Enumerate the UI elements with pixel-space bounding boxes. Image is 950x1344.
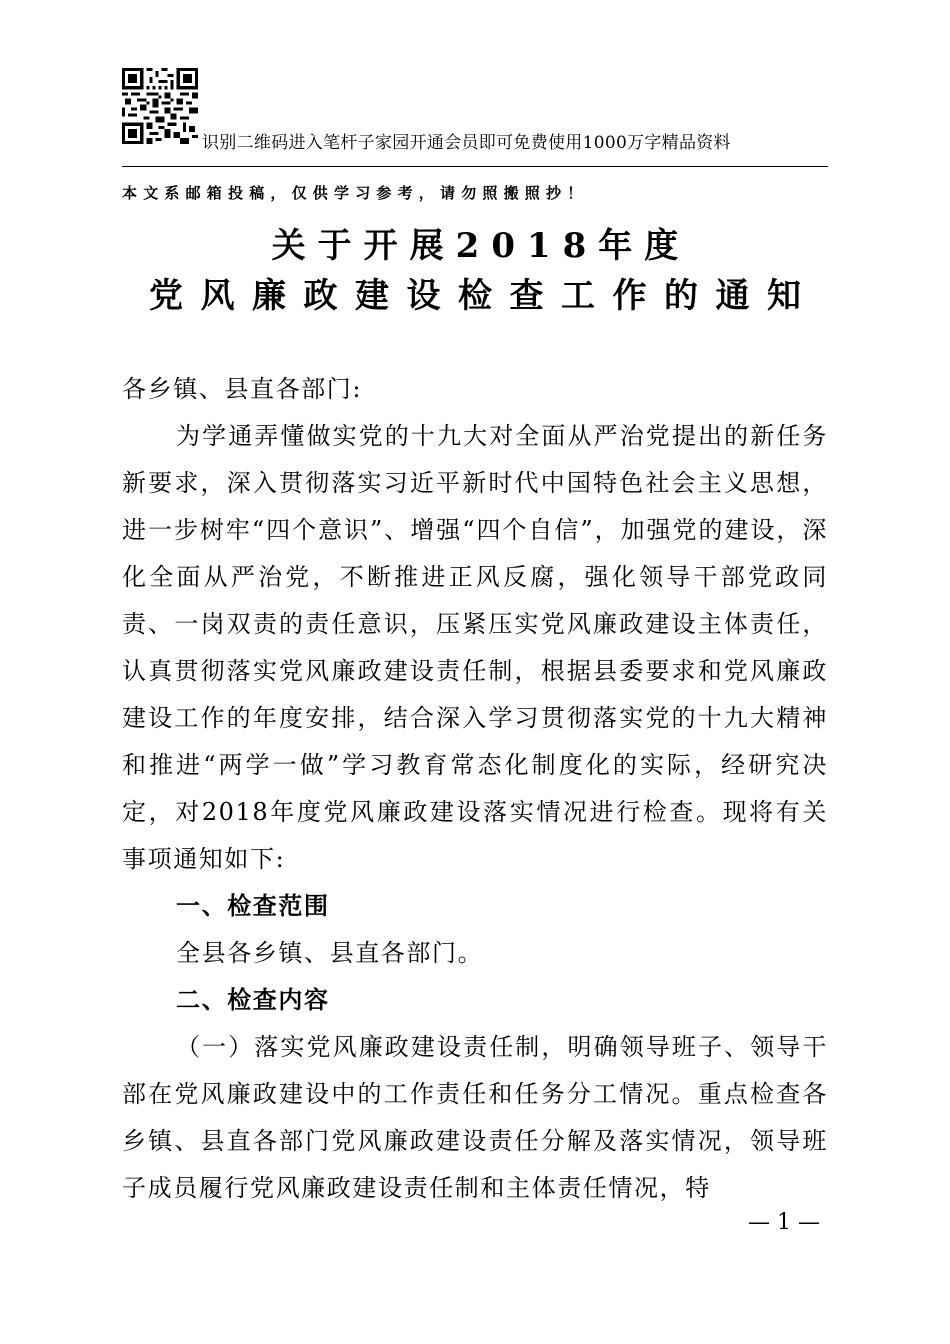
document-title-line-1: 关于开展2018年度 [271,226,691,266]
header-divider [122,166,828,167]
section-2-text: （一）落实党风廉政建设责任制，明确领导班子、领导干部在党风廉政建设中的工作责任和任务分工情况。重点检查各乡镇、县直各部门党风廉政建设责任分解及落实情况，领导班子成员履行党风廉政建设责任制和主体责任情况，特 [122,1033,828,1202]
section-1-text: 全县各乡镇、县直各部门。 [176,939,484,967]
page-number: — 1 — [748,1210,820,1235]
document-title-line-2: 党风廉政建设检查工作的通知 [149,276,819,316]
promo-banner-text: 识别二维码进入笔杆子家园开通会员即可免费使用1000万字精品资料 [202,133,731,153]
qr-code-icon [122,68,198,144]
submission-notice: 本文系邮箱投稿，仅供学习参考，请勿照搬照抄！ [122,184,589,202]
salutation: 各乡镇、县直各部门: [122,375,363,403]
intro-paragraph: 为学通弄懂做实党的十九大对全面从严治党提出的新任务新要求，深入贯彻落实习近平新时代中国特色社会主义思想，进一步树牢“四个意识”、增强“四个自信”，加强党的建设，深化全面从严治党，不断推进正风反腐，强化领导干部党政同责、一岗双责的责任意识，压紧压实党风廉政建设主体责任，认真贯彻落实党风廉政建设责任制，根据县委要求和党风廉政建设工作的年度安排，结合深入学习贯彻落实党的十九大精神和推进“两学一做”学习教育常态化制度化的实际，经研究决定，对2018年度党风廉政建设落实情况进行检查。现将有关事项通知如下: [122,422,828,873]
section-1-heading: 一、检查范围 [176,892,330,920]
section-2-heading: 二、检查内容 [176,986,330,1014]
document-body [122,366,828,1212]
